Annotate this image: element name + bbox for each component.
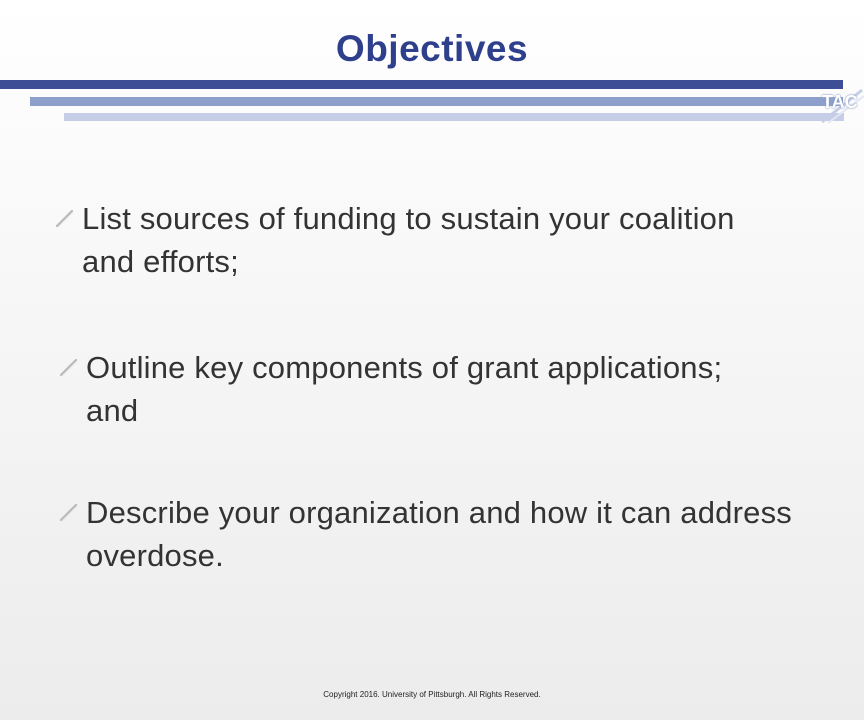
header-rule-mid [30,97,843,106]
header-rule-light [64,113,844,121]
bullet-text: Describe your organization and how it can address overdose. [86,495,792,573]
pencil-stroke-icon [58,501,80,523]
bullet-text: Outline key components of grant applications; and [86,350,723,428]
bullet-item [58,346,758,432]
pencil-stroke-icon [54,207,76,229]
copyright-notice: Copyright 2016. University of Pittsburgh. All Rights Reserved. [323,690,541,699]
pencil-stroke-icon [58,356,80,378]
slide-title: Objectives [335,28,529,69]
bullet-item [58,491,798,577]
bullet-item [54,197,754,283]
tac-logo [818,84,864,124]
header-rule-dark [0,80,843,89]
bullet-text: List sources of funding to sustain your coalition and efforts; [82,201,735,279]
logo-text: TAC [822,92,858,112]
